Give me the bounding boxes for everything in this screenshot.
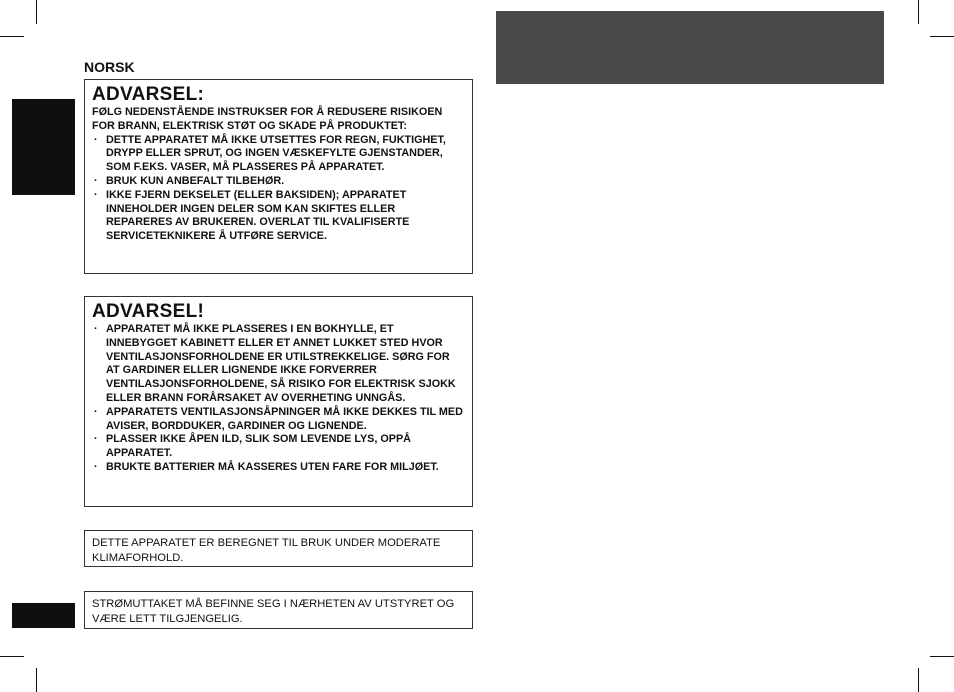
warning-intro: FØLG NEDENSTÅENDE INSTRUKSER FOR Å REDUSERE RISIKOEN FOR BRANN, ELEKTRISK STØT OG SKADE PÅ PRODUKTET: [92, 106, 443, 132]
note-text: STRØMUTTAKET MÅ BEFINNE SEG I NÆRHETEN AV UTSTYRET OG VÆRE LETT TILGJENGELIG. [92, 598, 455, 625]
crop-mark-bottom-left-vertical [36, 668, 37, 692]
language-side-tab [12, 99, 75, 195]
warning-list [92, 323, 464, 475]
list-item: · BRUK KUN ANBEFALT TILBEHØR. [92, 175, 464, 189]
list-item: · APPARATETS VENTILASJONSÅPNINGER MÅ IKKE DEKKES TIL MED AVISER, BORDDUKER, GARDINER OG LIGNENDE. [92, 406, 464, 434]
warning-box-fire-shock [84, 79, 473, 274]
list-item: · PLASSER IKKE ÅPEN ILD, SLIK SOM LEVENDE LYS, OPPÅ APPARATET. [92, 433, 464, 461]
list-item: · BRUKTE BATTERIER MÅ KASSERES UTEN FARE FOR MILJØET. [92, 461, 464, 475]
warning-heading: ADVARSEL: [92, 84, 205, 105]
crop-mark-top-right-vertical [918, 0, 919, 24]
note-text: DETTE APPARATET ER BEREGNET TIL BRUK UNDER MODERATE KLIMAFORHOLD. [92, 537, 441, 564]
warning-box-ventilation [84, 296, 473, 507]
note-box-power-outlet [84, 591, 473, 629]
crop-mark-bottom-right-vertical [918, 668, 919, 692]
crop-mark-top-left-vertical [36, 0, 37, 24]
warning-list [92, 134, 464, 244]
crop-mark-bottom-left-horizontal [0, 656, 24, 657]
list-item: · IKKE FJERN DEKSELET (ELLER BAKSIDEN); APPARATET INNEHOLDER INGEN DELER SOM KAN SKIFTES ELLER REPARERES AV BRUKEREN. OVERLAT TIL KVALIFISERTE SERVICETEKNIKERE Å UTFØRE SERVICE. [92, 189, 464, 244]
list-item: · APPARATET MÅ IKKE PLASSERES I EN BOKHYLLE, ET INNEBYGGET KABINETT ELLER ET ANNET LUKKET STED HVOR VENTILASJONSFORHOLDENE ER UTILSTREKKELIGE. SØRG FOR AT GARDINER ELLER LIGNENDE IKKE FORVERRER VENTILASJONSFORHOLDENE, SÅ RISIKO FOR ELEKTRISK SJOKK ELLER BRANN FORÅRSAKET AV OVERHETING UNNGÅS. [92, 323, 464, 406]
note-box-climate [84, 530, 473, 567]
warning-heading: ADVARSEL! [92, 301, 205, 322]
crop-mark-bottom-right-horizontal [930, 656, 954, 657]
crop-mark-top-left-horizontal [0, 36, 24, 37]
language-label: NORSK [84, 59, 135, 75]
crop-mark-top-right-horizontal [930, 36, 954, 37]
right-header-bar [496, 11, 884, 84]
page-number-tab [12, 603, 75, 628]
list-item: · DETTE APPARATET MÅ IKKE UTSETTES FOR REGN, FUKTIGHET, DRYPP ELLER SPRUT, OG INGEN VÆSKEFYLTE GJENSTANDER, SOM F.EKS. VASER, MÅ PLASSERES PÅ APPARATET. [92, 134, 464, 175]
